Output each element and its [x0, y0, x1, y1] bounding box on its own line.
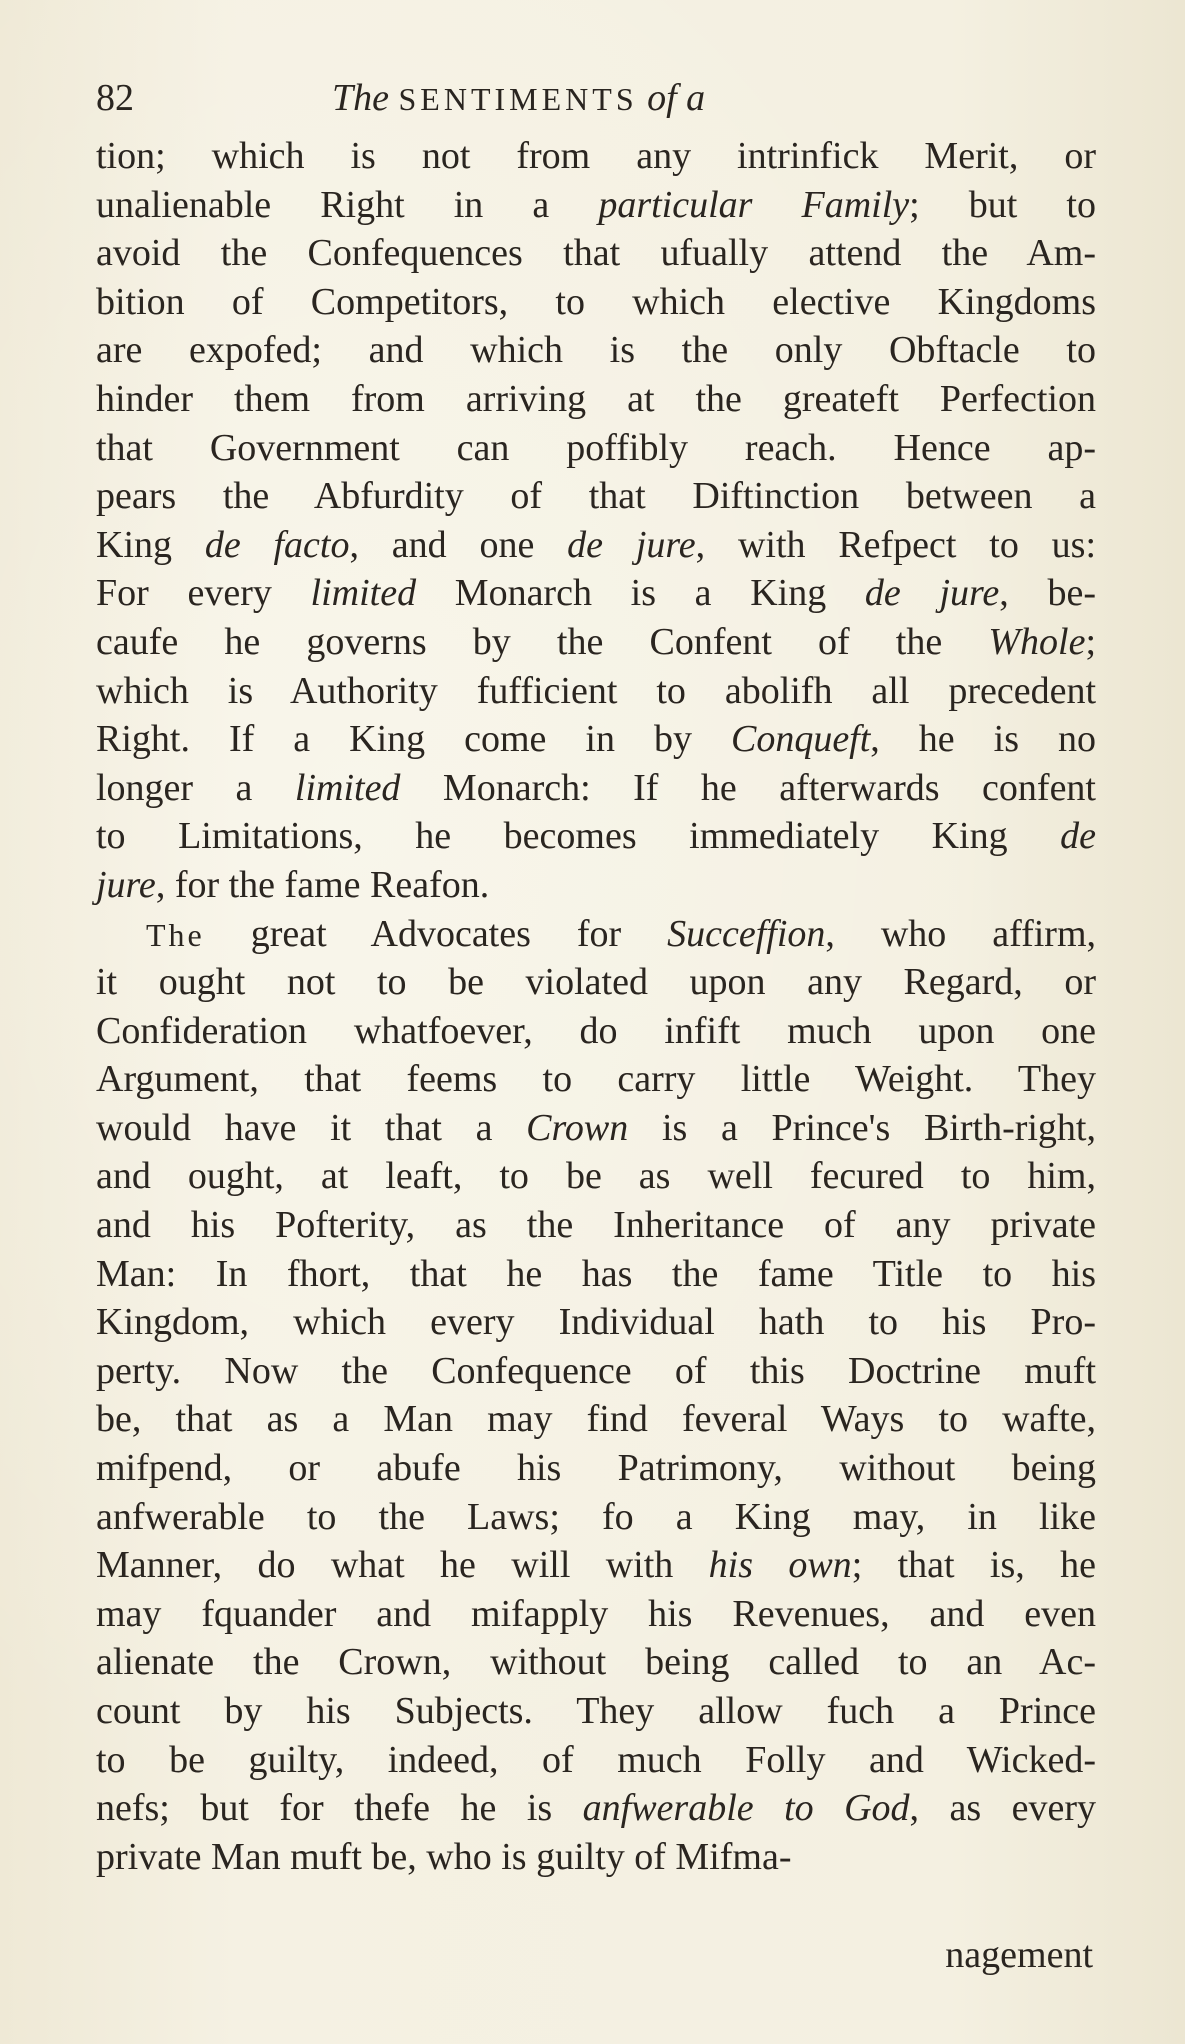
page-number: 82	[96, 77, 134, 119]
text-line	[96, 569, 1096, 618]
text-run: nefs; but for thefe he is	[96, 1787, 583, 1830]
text-run: , as every	[909, 1787, 1097, 1830]
text-run: perty. Now the Confequence of this Doctrine muft	[96, 1349, 1096, 1392]
italic-run: de jure	[864, 572, 1000, 615]
text-run: would have it that a	[96, 1106, 527, 1149]
body-text	[96, 132, 1096, 1881]
italic-run: his own	[708, 1544, 852, 1587]
text-line	[96, 1055, 1096, 1104]
text-run: longer a	[96, 766, 295, 809]
text-line	[96, 1298, 1096, 1347]
text-run: ; but to	[909, 183, 1096, 226]
text-line	[96, 1395, 1096, 1444]
text-line	[96, 229, 1096, 278]
text-run: Man: In fhort, that he has the fame Title to his	[96, 1252, 1096, 1295]
text-line	[96, 1152, 1096, 1201]
text-line	[96, 1007, 1096, 1056]
text-line	[96, 375, 1096, 424]
text-run: to Limitations, he becomes immediately King	[96, 815, 1061, 858]
text-run: ;	[1085, 620, 1096, 663]
text-line	[96, 181, 1096, 230]
text-run: , and one	[349, 523, 568, 566]
text-line	[96, 764, 1096, 813]
text-line	[96, 812, 1096, 861]
text-line	[96, 132, 1096, 181]
text-run: may fquander and mifapply his Revenues, and even	[96, 1592, 1096, 1635]
text-line	[96, 861, 1096, 910]
text-line	[96, 618, 1096, 667]
text-run: Kingdom, which every Individual hath to his Pro-	[96, 1301, 1096, 1344]
text-run: private Man muft be, who is guilty of Mifma-	[96, 1835, 792, 1878]
text-line	[96, 1687, 1096, 1736]
text-line	[96, 958, 1096, 1007]
text-run: mifpend, or abufe his Patrimony, without being	[96, 1447, 1096, 1490]
text-run: ; that is, he	[851, 1544, 1096, 1587]
text-run: it ought not to be violated upon any Regard, or	[96, 961, 1096, 1004]
text-line	[96, 667, 1096, 716]
running-title-of-a: of a	[647, 77, 706, 119]
italic-run: particular Family	[598, 183, 910, 226]
text-run: and ought, at leaft, to be as well fecured to him,	[96, 1155, 1096, 1198]
text-line	[96, 715, 1096, 764]
text-run: be, that as a Man may find feveral Ways to wafte,	[96, 1398, 1096, 1441]
italic-run: Whole	[988, 620, 1086, 663]
italic-run: de	[1060, 815, 1096, 858]
italic-run: Crown	[526, 1106, 629, 1149]
text-line	[96, 1444, 1096, 1493]
text-line	[96, 1104, 1096, 1153]
text-run: , with Refpect to us:	[695, 523, 1097, 566]
text-run: Confideration whatfoever, do infift much upon one	[96, 1009, 1096, 1052]
text-run: King	[96, 523, 205, 566]
text-run: is a Prince's Birth-right,	[628, 1106, 1096, 1149]
text-run: great Advocates for	[204, 912, 668, 955]
text-run: Monarch is a King	[416, 572, 865, 615]
text-run: Argument, that feems to carry little Weight. They	[96, 1058, 1096, 1101]
text-run: alienate the Crown, without being called to an Ac-	[96, 1641, 1096, 1684]
text-run: unalienable Right in a	[96, 183, 599, 226]
text-line	[96, 424, 1096, 473]
text-line	[96, 1638, 1096, 1687]
text-line	[96, 1250, 1096, 1299]
text-line	[96, 521, 1096, 570]
text-line	[96, 1347, 1096, 1396]
text-run: avoid the Confequences that ufually attend the Am-	[96, 232, 1096, 275]
text-run: bition of Competitors, to which elective Kingdoms	[96, 280, 1096, 323]
text-line	[96, 1736, 1096, 1785]
text-run: which is Authority fufficient to abolifh all precedent	[96, 669, 1096, 712]
text-run: , who affirm,	[825, 912, 1096, 955]
text-line	[96, 1201, 1096, 1250]
running-header	[96, 72, 1094, 124]
small-caps-run: The	[146, 916, 205, 953]
italic-run: de jure	[567, 523, 696, 566]
italic-run: jure	[96, 863, 156, 906]
running-title-sentiments: SENTIMENTS	[398, 81, 638, 117]
text-run: caufe he governs by the Confent of the	[96, 620, 989, 663]
italic-run: limited	[294, 766, 401, 809]
text-run: and his Pofterity, as the Inheritance of any private	[96, 1204, 1096, 1247]
italic-run: Conqueft	[730, 718, 871, 761]
italic-run: limited	[310, 572, 417, 615]
text-run: Monarch: If he afterwards confent	[400, 766, 1096, 809]
text-run: Right. If a King come in by	[96, 718, 731, 761]
text-line	[96, 278, 1096, 327]
text-line	[96, 1590, 1096, 1639]
italic-run: anfwerable to God	[582, 1787, 910, 1830]
text-run: anfwerable to the Laws; fo a King may, in like	[96, 1495, 1096, 1538]
text-run: are expofed; and which is the only Obftacle to	[96, 329, 1096, 372]
text-run: count by his Subjects. They allow fuch a Prince	[96, 1690, 1096, 1732]
text-line	[96, 1784, 1096, 1833]
text-run: Manner, do what he will with	[96, 1544, 709, 1587]
text-run: , for the fame Reafon.	[155, 863, 490, 906]
running-title	[332, 72, 705, 125]
running-title-the: The	[332, 77, 389, 119]
text-line	[96, 1833, 1096, 1882]
text-line	[96, 472, 1096, 521]
text-run: , be-	[999, 572, 1096, 615]
text-run: that Government can poffibly reach. Hence ap-	[96, 426, 1096, 469]
text-run: pears the Abfurdity of that Diftinction between a	[96, 475, 1096, 518]
text-run: For every	[96, 572, 311, 615]
italic-run: de facto	[204, 523, 350, 566]
text-line	[96, 326, 1096, 375]
catchword: nagement	[945, 1934, 1093, 1976]
text-line	[96, 1541, 1096, 1590]
text-line	[96, 910, 1096, 959]
italic-run: Succeffion	[667, 912, 826, 955]
text-line	[96, 1493, 1096, 1542]
text-run: tion; which is not from any intrinfick Merit, or	[96, 135, 1096, 177]
text-run: hinder them from arriving at the greateft Perfection	[96, 377, 1096, 420]
text-run: , he is no	[870, 718, 1096, 761]
text-run: to be guilty, indeed, of much Folly and Wicked-	[96, 1738, 1096, 1781]
